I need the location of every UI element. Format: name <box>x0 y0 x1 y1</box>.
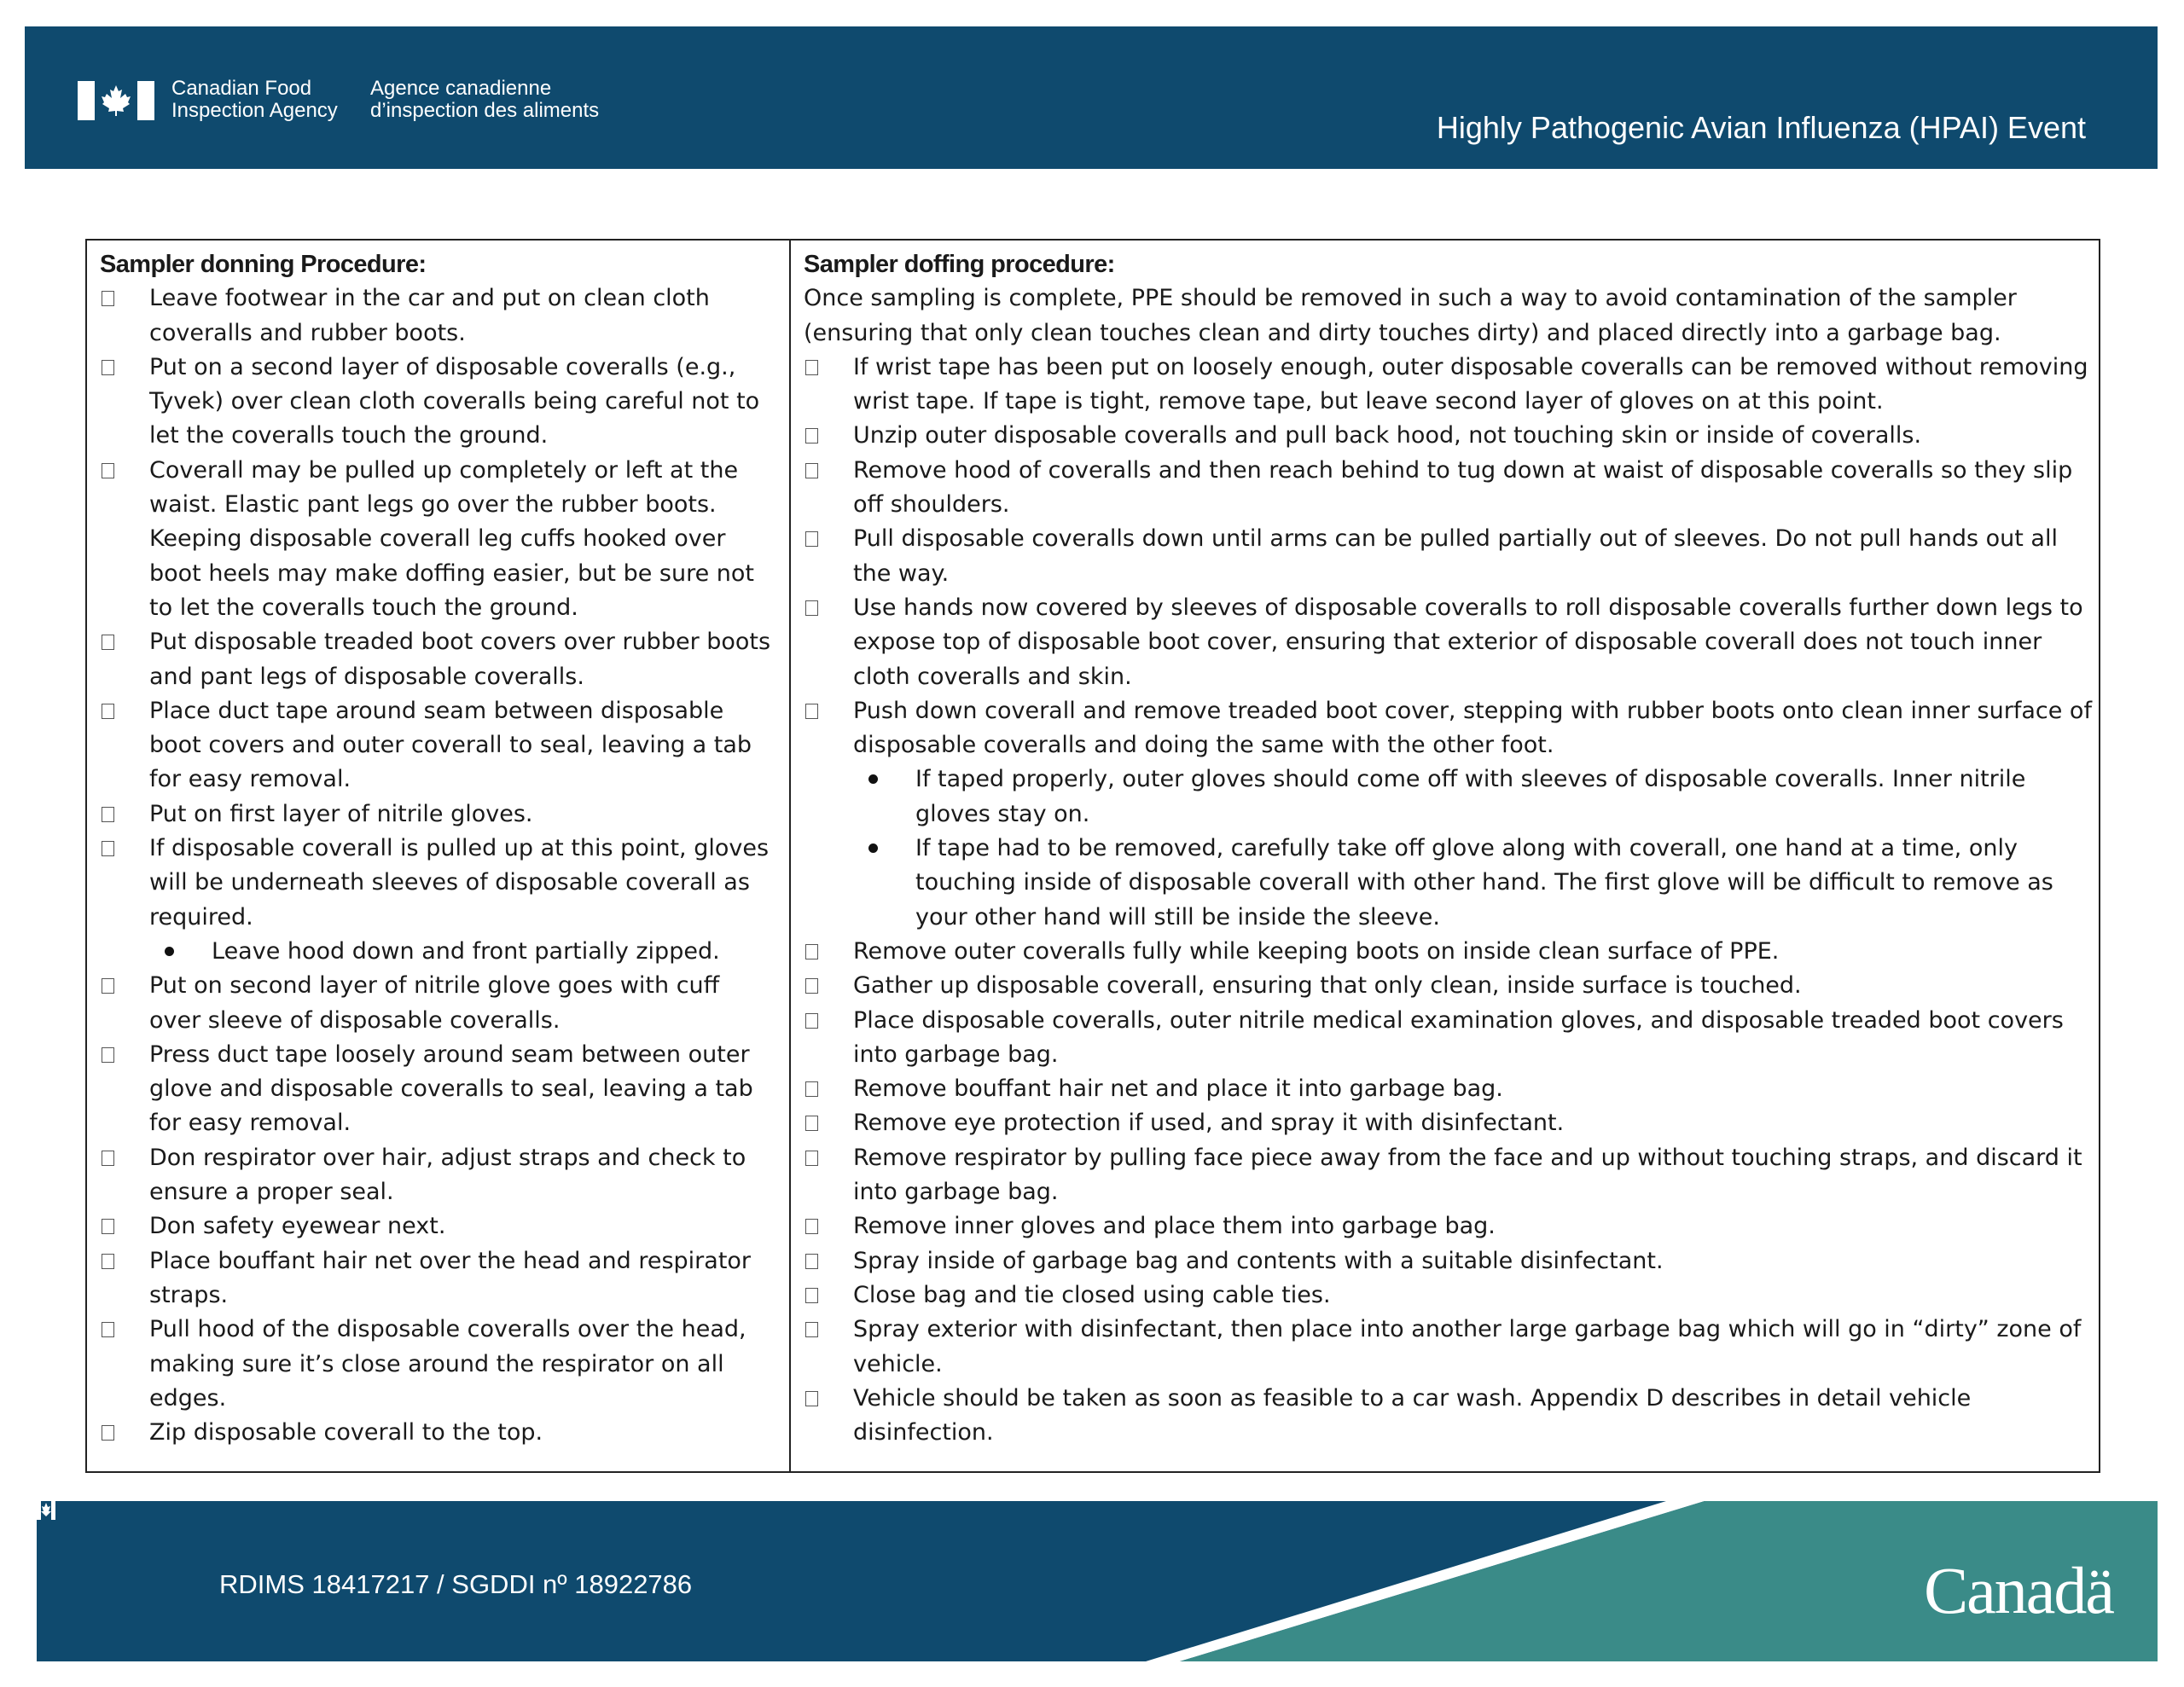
checklist-item <box>804 1141 2092 1210</box>
checkbox-icon <box>805 704 818 719</box>
doffing-checklist <box>804 351 2092 1451</box>
bullet-item <box>804 762 2092 832</box>
doffing-column <box>804 247 2092 1450</box>
doffing-heading: Sampler doffing procedure: <box>804 251 1115 278</box>
checklist-item <box>804 1072 2092 1106</box>
checklist-item-text: Don safety eyewear next. <box>149 1213 446 1240</box>
checkbox-icon <box>102 1425 114 1441</box>
checklist-item <box>804 694 2092 763</box>
checklist-item <box>100 281 778 351</box>
document-title: Highly Pathogenic Avian Influenza (HPAI) Event <box>1436 110 2086 145</box>
checkbox-icon <box>805 428 818 443</box>
doffing-intro: Once sampling is complete, PPE should be removed in such a way to avoid contamination of the sampler (ensuring that only clean touches clean and dirty touches dirty) and placed directly into a garbage bag. <box>804 285 2017 346</box>
bullet-icon <box>868 844 878 853</box>
checklist-item <box>100 1209 778 1244</box>
procedure-table <box>85 239 2100 1473</box>
rdims-reference: RDIMS 18417217 / SGDDI nº 18922786 <box>219 1569 693 1599</box>
checklist-item <box>100 1038 778 1141</box>
checklist-item-text: Pull disposable coveralls down until arms can be pulled partially out of sleeves. Do not pull hands out all the way. <box>853 525 2058 587</box>
checklist-item <box>804 454 2092 523</box>
checklist-item-text: Press duct tape loosely around seam between outer glove and disposable coveralls to seal, leaving a tab for easy removal. <box>149 1041 753 1137</box>
agency-name-french-line2: d’inspection des aliments <box>370 99 600 122</box>
checklist-item <box>100 454 778 625</box>
donning-checklist <box>100 281 778 1450</box>
checklist-item-text: Vehicle should be taken as soon as feasible to a car wash. Appendix D describes in detail vehicle disinfection. <box>853 1384 1972 1446</box>
checklist-item <box>100 1313 778 1416</box>
checklist-item <box>100 694 778 797</box>
checkbox-icon <box>805 1288 818 1303</box>
checkbox-icon <box>805 978 818 994</box>
checklist-item <box>804 351 2092 420</box>
agency-name-french-line1: Agence canadienne <box>370 77 552 100</box>
checklist-item-text: Gather up disposable coverall, ensuring that only clean, inside surface is touched. <box>853 972 1802 1000</box>
checkbox-icon <box>805 1151 818 1166</box>
checklist-item-text: Leave footwear in the car and put on clean cloth coveralls and rubber boots. <box>149 285 710 346</box>
agency-name-english-line2: Inspection Agency <box>171 99 338 122</box>
bullet-group <box>100 935 778 969</box>
checklist-item <box>804 969 2092 1003</box>
checkbox-icon <box>102 807 114 822</box>
checklist-item <box>100 1416 778 1450</box>
checklist-item-text: If wrist tape has been put on loosely enough, outer disposable coveralls can be removed without removing wrist tape. If tape is tight, remove tape, but leave second layer of gloves on at this point. <box>853 353 2088 415</box>
checklist-item <box>100 969 778 1038</box>
checklist-item-text: If disposable coverall is pulled up at this point, gloves will be underneath sleeves of disposable coverall as required. <box>149 835 770 930</box>
checklist-item-text: Don respirator over hair, adjust straps and check to ensure a proper seal. <box>149 1144 746 1206</box>
checklist-item-text: Use hands now covered by sleeves of disposable coveralls to roll disposable coveralls further down legs to expose top of disposable boot cover, ensuring that exterior of disposable coverall does not touch inner cloth coveralls and skin. <box>853 594 2083 690</box>
checkbox-icon <box>102 635 114 650</box>
checklist-item <box>100 1141 778 1210</box>
checklist-item <box>100 625 778 694</box>
checklist-item <box>100 351 778 454</box>
checkbox-icon <box>805 1391 818 1406</box>
bullet-item <box>100 935 778 969</box>
checklist-item-text: Push down coverall and remove treaded boot cover, stepping with rubber boots onto clean inner surface of disposable coveralls and doing the same with the other foot. <box>853 697 2092 759</box>
checkbox-icon <box>102 1047 114 1063</box>
checklist-item-text: Put on second layer of nitrile glove goes with cuff over sleeve of disposable coveralls. <box>149 972 720 1034</box>
checklist-item-text: Put on a second layer of disposable coveralls (e.g., Tyvek) over clean cloth coveralls being careful not to let the coveralls touch the ground. <box>149 353 760 449</box>
checklist-item <box>804 419 2092 453</box>
checklist-item-text: Spray exterior with disinfectant, then place into another large garbage bag which will go in “dirty” zone of vehicle. <box>853 1316 2082 1377</box>
checklist-item-text: Spray inside of garbage bag and contents with a suitable disinfectant. <box>853 1247 1664 1274</box>
checkbox-icon <box>805 531 818 547</box>
checkbox-icon <box>102 463 114 478</box>
checklist-item-text: Unzip outer disposable coveralls and pull back hood, not touching skin or inside of coveralls. <box>853 422 1922 449</box>
bullet-item-text: If tape had to be removed, carefully take off glove along with coverall, one hand at a time, only touching inside of disposable coverall with other hand. The first glove will be difficult to remove as your other hand will still be inside the sleeve. <box>915 835 2053 930</box>
checkbox-icon <box>102 1151 114 1166</box>
checkbox-icon <box>805 1116 818 1131</box>
checklist-item <box>804 1382 2092 1451</box>
checklist-item <box>804 1209 2092 1244</box>
checklist-item <box>804 1106 2092 1140</box>
column-divider <box>789 241 791 1471</box>
checkbox-icon <box>805 1219 818 1234</box>
checklist-item-text: Remove eye protection if used, and spray it with disinfectant. <box>853 1110 1565 1137</box>
checklist-item <box>804 1004 2092 1073</box>
bullet-item <box>804 832 2092 935</box>
header-banner <box>25 26 2158 169</box>
canada-wordmark: Canadä <box>1924 1553 2113 1627</box>
bullet-group <box>804 762 2092 934</box>
agency-name-english <box>171 78 338 122</box>
checklist-item <box>804 1278 2092 1313</box>
checkbox-icon <box>805 1322 818 1337</box>
donning-column <box>100 247 778 1450</box>
footer-banner <box>37 1501 2158 1661</box>
checklist-item-text: Place bouffant hair net over the head and respirator straps. <box>149 1247 752 1308</box>
checkbox-icon <box>102 841 114 856</box>
checkbox-icon <box>805 463 818 478</box>
checkbox-icon <box>102 291 114 306</box>
checklist-item <box>804 935 2092 969</box>
checkbox-icon <box>805 600 818 616</box>
bullet-icon <box>868 774 878 784</box>
checkbox-icon <box>805 360 818 375</box>
checklist-item <box>804 1313 2092 1382</box>
checkbox-icon <box>805 944 818 959</box>
checklist-item <box>100 832 778 935</box>
checklist-item-text: Place disposable coveralls, outer nitrile medical examination gloves, and disposable treaded boot covers into garbage bag. <box>853 1006 2064 1068</box>
checkbox-icon <box>805 1013 818 1029</box>
checklist-item <box>804 591 2092 694</box>
checkbox-icon <box>102 1322 114 1337</box>
checkbox-icon <box>102 1219 114 1234</box>
agency-name-french <box>370 78 599 122</box>
checklist-item <box>100 797 778 832</box>
canada-wordmark-flag-icon <box>37 1501 55 1520</box>
bullet-item-text: Leave hood down and front partially zipped. <box>212 937 720 965</box>
canada-flag-icon <box>78 81 154 120</box>
checklist-item-text: Put disposable treaded boot covers over rubber boots and pant legs of disposable coveralls. <box>149 629 771 690</box>
checkbox-icon <box>805 1081 818 1097</box>
donning-heading: Sampler donning Procedure: <box>100 251 427 278</box>
checkbox-icon <box>805 1254 818 1269</box>
checkbox-icon <box>102 360 114 375</box>
checklist-item-text: Remove bouffant hair net and place it into garbage bag. <box>853 1075 1503 1103</box>
checkbox-icon <box>102 704 114 719</box>
bullet-icon <box>165 947 174 956</box>
checklist-item-text: Place duct tape around seam between disposable boot covers and outer coverall to seal, leaving a tab for easy removal. <box>149 697 752 793</box>
bullet-item-text: If taped properly, outer gloves should come off with sleeves of disposable coveralls. Inner nitrile gloves stay on. <box>915 766 2026 827</box>
checklist-item-text: Zip disposable coverall to the top. <box>149 1419 543 1446</box>
checkbox-icon <box>102 978 114 994</box>
checklist-item-text: Pull hood of the disposable coveralls over the head, making sure it’s close around the respirator on all edges. <box>149 1316 746 1412</box>
checklist-item-text: Remove inner gloves and place them into garbage bag. <box>853 1213 1496 1240</box>
checklist-item <box>100 1244 778 1313</box>
checklist-item-text: Remove outer coveralls fully while keeping boots on inside clean surface of PPE. <box>853 937 1780 965</box>
checklist-item-text: Close bag and tie closed using cable ties. <box>853 1281 1331 1308</box>
checklist-item <box>804 522 2092 591</box>
agency-name-english-line1: Canadian Food <box>171 77 312 100</box>
checklist-item-text: Coverall may be pulled up completely or left at the waist. Elastic pant legs go over the rubber boots. Keeping disposable coverall leg cuffs hooked over boot heels may make doffing easier, but be sure not to let the coveralls touch the ground. <box>149 456 755 621</box>
checklist-item-text: Put on first layer of nitrile gloves. <box>149 800 533 827</box>
checkbox-icon <box>102 1254 114 1269</box>
checklist-item-text: Remove hood of coveralls and then reach behind to tug down at waist of disposable coveralls so they slip off shoulders. <box>853 456 2073 519</box>
checklist-item <box>804 1244 2092 1278</box>
checklist-item-text: Remove respirator by pulling face piece away from the face and up without touching straps, and discard it into garbage bag. <box>853 1144 2082 1206</box>
